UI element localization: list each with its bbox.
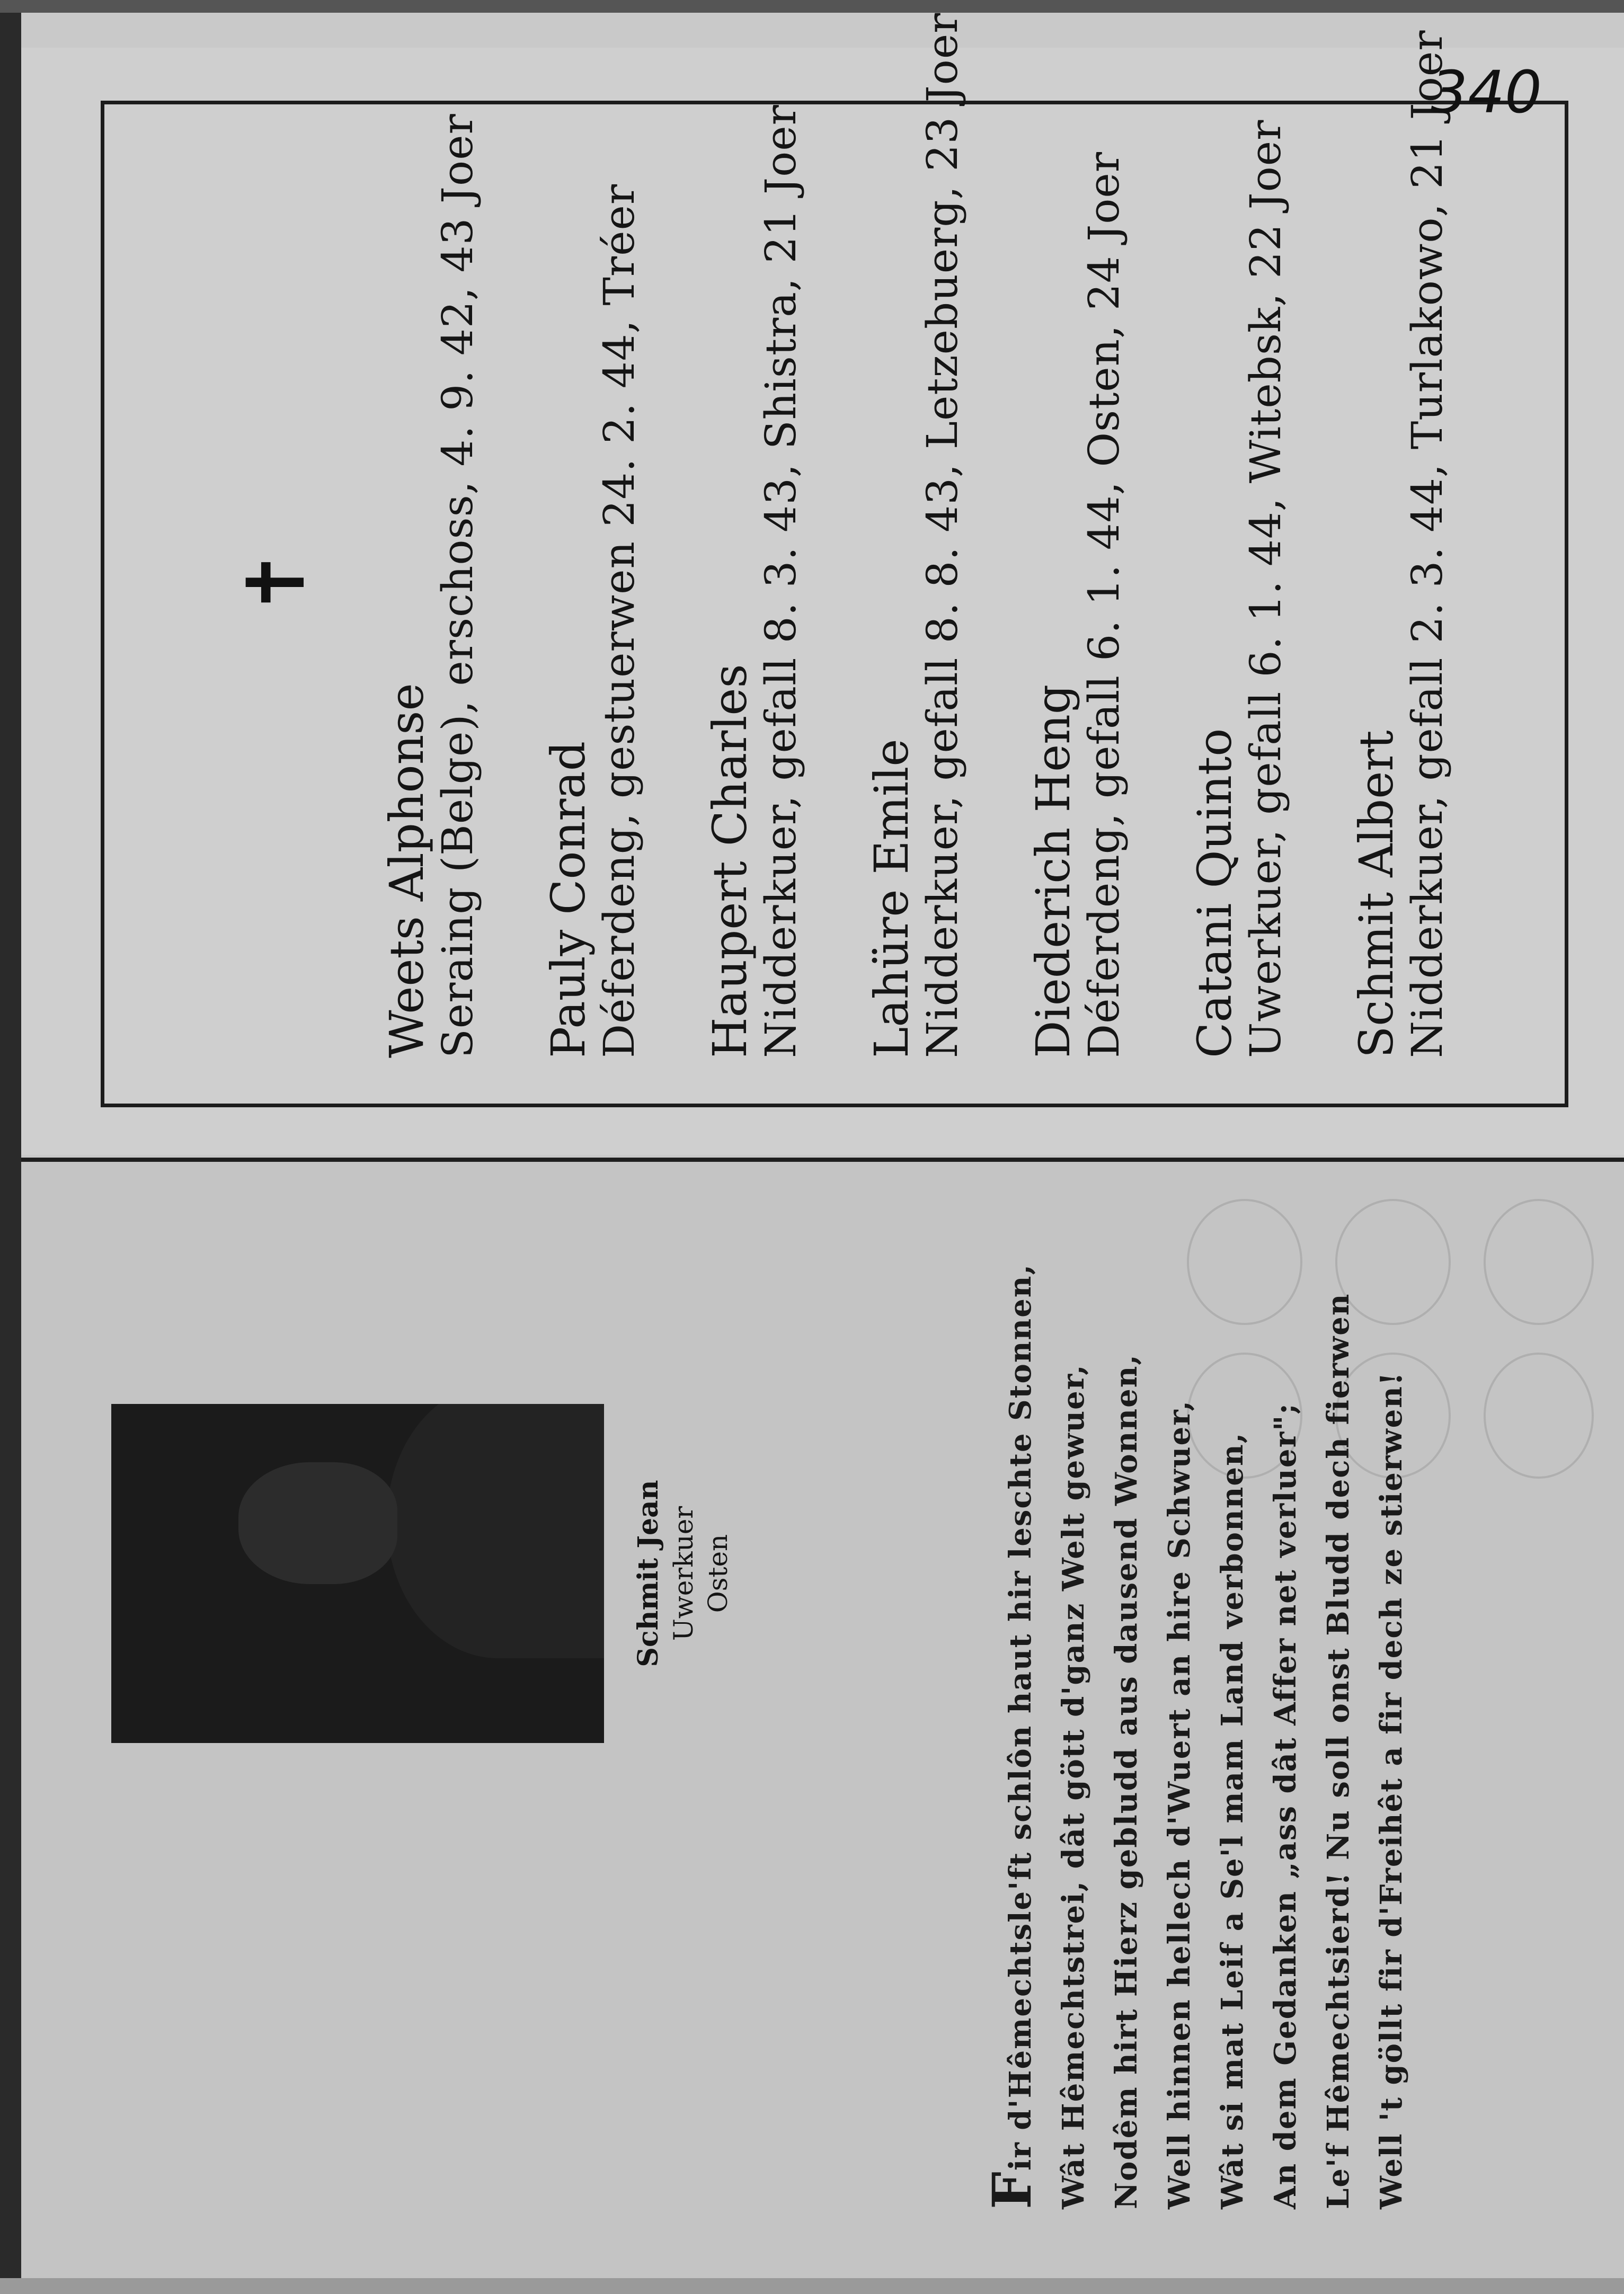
casualty-name: Schmit Albert [1349, 730, 1404, 1058]
casualty-name: Lahüre Emile [864, 739, 919, 1058]
casualty-entry [1188, 120, 1290, 1058]
casualty-entry [1026, 152, 1129, 1058]
poem-line: Well hinnen hellech d'Wuert an hire Schwuer, [1162, 1399, 1197, 2209]
memorial-list-page [21, 12, 1624, 1155]
casualty-detail: Uwerkuer, gefall 6. 1. 44, Witebsk, 22 Joer [1241, 119, 1291, 1058]
casualty-name: Catani Quinto [1187, 728, 1242, 1058]
cross-icon: ✝ [230, 549, 323, 616]
poem-line: Wât si mat Leif a Se'l mam Land verbonnen, [1215, 1431, 1250, 2209]
page-fold-divider [21, 1158, 1624, 1162]
poem-line: Wât Hêmechtstrei, dât gött d'ganz Welt gewuer, [1056, 1364, 1091, 2209]
casualty-entry [380, 113, 482, 1058]
scan-edge [0, 0, 21, 2294]
memorial-card [21, 1162, 1624, 2278]
casualty-entry [703, 104, 805, 1058]
portrait-shoulders [387, 1404, 604, 1658]
casualty-detail: Déferdeng, gestuerwen 24. 2. 44, Tréer [594, 183, 644, 1058]
deceased-name: Schmit Jean [632, 1480, 664, 1667]
casualty-name: Weets Alphonse [379, 683, 434, 1058]
casualty-detail: Nidderkuer, gefall 8. 3. 43, Shistra, 21 Joer [756, 104, 806, 1058]
portrait-face [238, 1462, 397, 1584]
memorial-poem [981, 1171, 1418, 2209]
casualty-entry [865, 13, 967, 1058]
poem-initial: F [981, 2171, 1043, 2209]
deceased-place: Uwerkuer [668, 1506, 699, 1641]
portrait-photo [111, 1404, 604, 1743]
casualty-entry [542, 184, 644, 1058]
poem-line: Le'f Hêmechtsierd! Nu soll onst Bludd dech fierwen [1321, 1293, 1356, 2209]
page-number: 340 [1431, 58, 1542, 126]
poem-line: Well 't göllt fir d'Freihêt a fir dech ze stierwen! [1374, 1371, 1409, 2209]
casualty-detail: Nidderkuer, gefall 2. 3. 44, Turlakowo, 21 Joer [1403, 30, 1452, 1058]
casualty-name: Diederich Heng [1026, 684, 1080, 1058]
casualty-detail: Nidderkuer, gefall 8. 8. 43, Letzebuerg, 23 Joer [918, 12, 968, 1058]
poem-line: An dem Gedanken „ass dât Affer net verluer"; [1268, 1402, 1303, 2209]
deceased-location: Osten [702, 1534, 733, 1613]
deceased-caption [631, 1404, 735, 1743]
casualty-name: Haupert Charles [703, 664, 757, 1058]
casualty-name: Pauly Conrad [541, 741, 596, 1058]
poem-line: Nodêm hirt Hierz gebludd aus dausend Wonnen, [1109, 1354, 1144, 2209]
casualty-entry [1350, 30, 1452, 1058]
scan-top-edge [0, 0, 1624, 13]
memorial-card-page [21, 1162, 1624, 2278]
poem-line [981, 1171, 1047, 2209]
scan-bottom-edge [0, 2278, 1624, 2294]
poem-line-text: ir d'Hêmechtsle'ft schlôn haut hir leschte Stonnen, [1003, 1263, 1038, 2171]
casualty-detail: Déferdeng, gefall 6. 1. 44, Osten, 24 Joer [1079, 151, 1129, 1058]
casualty-detail: Seraing (Belge), erschoss, 4. 9. 42, 43 Joer [433, 113, 483, 1058]
